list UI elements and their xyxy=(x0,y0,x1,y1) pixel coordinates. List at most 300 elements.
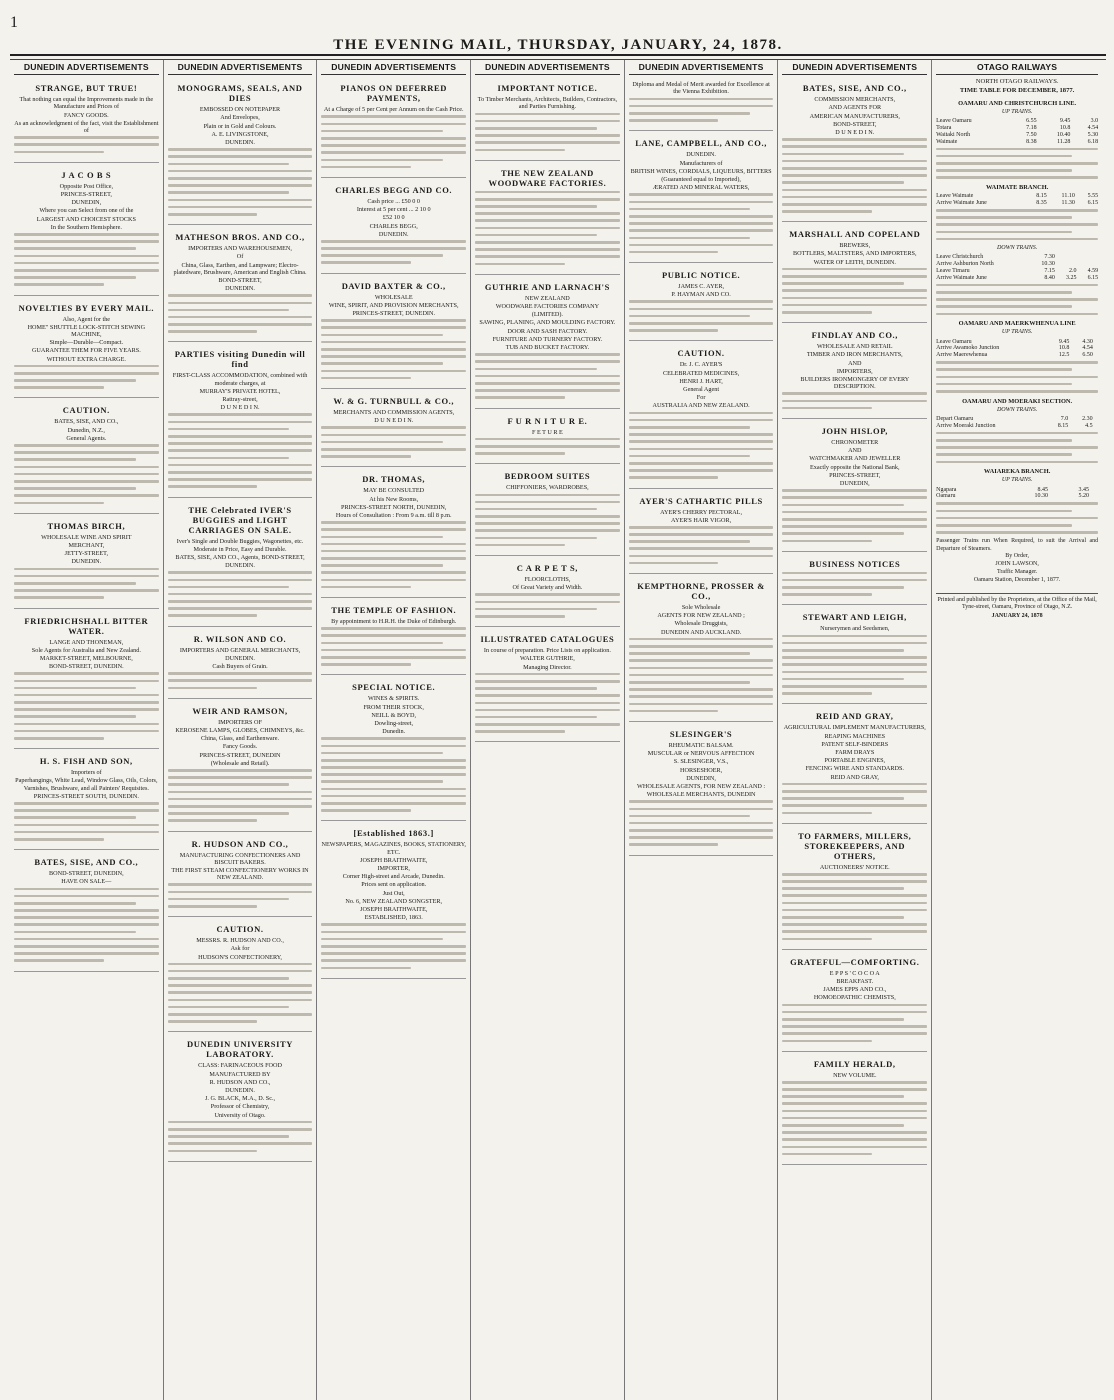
note-line: JOHN LAWSON, xyxy=(995,560,1039,567)
ad-line: AND AGENTS FOR xyxy=(828,104,882,112)
ad-line: At a Charge of 5 per Cent per Annum on the Cash Price. xyxy=(323,106,464,114)
station-name: Arrive Waimate June xyxy=(936,200,987,207)
text-line xyxy=(936,510,1072,513)
text-line xyxy=(629,440,774,443)
text-line xyxy=(782,649,904,652)
ad-line: FROM THEIR STOCK, xyxy=(363,703,424,711)
timetable-section-title: OAMARU AND MAERKWHENUA LINE xyxy=(958,320,1076,328)
ad-title: THE NEW ZEALAND WOODWARE FACTORIES. xyxy=(488,167,607,188)
ad-title: PUBLIC NOTICE. xyxy=(661,270,741,281)
timetable-row xyxy=(936,345,1098,352)
text-line xyxy=(936,446,1098,449)
ad-line: Sole Agents for Australia and New Zealand. xyxy=(31,646,141,654)
ad-line: Fancy Goods. xyxy=(222,743,258,751)
text-line xyxy=(936,383,1072,386)
text-line xyxy=(782,268,927,271)
text-line xyxy=(14,473,159,476)
ad-line: IMPORTERS, xyxy=(836,367,873,375)
text-line xyxy=(782,1131,927,1134)
ad-line: DUNEDIN, xyxy=(71,199,102,207)
text-line xyxy=(14,952,159,955)
text-line xyxy=(782,579,927,582)
text-line xyxy=(321,923,466,926)
advertisement xyxy=(475,466,620,556)
columns xyxy=(10,59,1106,1400)
ad-line: BREWERS, xyxy=(839,242,871,250)
text-line xyxy=(782,887,904,890)
text-line xyxy=(475,227,620,230)
text-line xyxy=(629,308,774,311)
ad-line: Ask for xyxy=(230,945,250,953)
text-line xyxy=(321,663,411,666)
ad-line: Plain or in Gold and Colours. xyxy=(203,122,277,130)
ad-line: Dunedin. xyxy=(382,728,406,736)
departure-time: 7.30 xyxy=(1044,254,1055,261)
text-line xyxy=(168,586,290,589)
text-line xyxy=(782,504,904,507)
text-line xyxy=(168,435,313,438)
ad-title: CAUTION. xyxy=(62,405,110,416)
ad-line: JAMES C. AYER, xyxy=(678,283,725,291)
text-line xyxy=(475,212,620,215)
departure-time: 10.8 xyxy=(1059,124,1071,131)
departure-time: 8.40 xyxy=(1044,274,1055,281)
station-name: Leave Oamaru xyxy=(936,338,972,345)
text-line xyxy=(782,880,927,883)
ad-line: WATCHMAKER AND JEWELLER xyxy=(809,455,901,463)
text-line xyxy=(936,376,1098,379)
timetable xyxy=(936,416,1098,430)
ad-line: WHOLESALE xyxy=(374,293,413,301)
ad-title: STEWART AND LEIGH, xyxy=(802,612,907,623)
text-line xyxy=(14,276,136,279)
text-line xyxy=(782,282,904,285)
ad-line: DUNEDIN. xyxy=(225,654,255,662)
ad-line: AYER'S HAIR VIGOR, xyxy=(671,516,732,524)
text-line xyxy=(321,759,466,762)
ad-title: BUSINESS NOTICES xyxy=(809,558,901,569)
text-line xyxy=(629,562,719,565)
ad-line: WATER OF LEITH, DUNEDIN. xyxy=(813,258,896,266)
text-line xyxy=(321,579,466,582)
timetable-extra xyxy=(936,209,1098,240)
text-line xyxy=(168,600,313,603)
timetable-row xyxy=(936,352,1098,359)
advertisement xyxy=(629,78,774,131)
ad-line: In course of preparation. Price Lists on application. xyxy=(483,647,611,655)
ad-title: TO FARMERS, MILLERS, STOREKEEPERS, AND OTHERS, xyxy=(798,830,912,861)
ad-line: IMPORTERS AND GENERAL MERCHANTS, xyxy=(179,646,301,654)
departure-time: 10.30 xyxy=(1041,261,1055,268)
departure-time: 9.45 xyxy=(1058,338,1070,345)
text-line xyxy=(475,445,620,448)
advertisement xyxy=(168,500,313,627)
text-line xyxy=(321,543,466,546)
departure-time: 6.18 xyxy=(1087,138,1099,145)
imprint-text: Printed and published by the Proprietors, at the Office of the Mail, Tyne-street, Oamaru, Province of Otago, N.Z. xyxy=(937,596,1097,610)
text-line xyxy=(14,151,104,154)
ad-line: HOMOEOPATHIC CHEMISTS, xyxy=(813,994,896,1002)
text-line xyxy=(321,130,443,133)
text-line xyxy=(168,571,313,574)
text-line xyxy=(168,442,313,445)
text-line xyxy=(321,649,466,652)
ad-line: No. 6, NEW ZEALAND SONGSTER, xyxy=(345,897,443,905)
ad-line: KEROSENE LAMPS, GLOBES, CHIMNEYS, &c. xyxy=(175,727,305,735)
ad-line: IMPORTER, xyxy=(377,865,410,873)
text-line xyxy=(168,1013,313,1016)
text-line xyxy=(782,586,904,589)
advertisement xyxy=(782,421,927,552)
text-line xyxy=(321,788,466,791)
departure-time xyxy=(1076,261,1098,268)
station-name: Depart Oamaru xyxy=(936,415,974,422)
timetable xyxy=(936,118,1098,146)
ad-line: DUNEDIN. xyxy=(378,230,409,238)
text-line xyxy=(14,255,159,258)
timetable xyxy=(936,193,1098,207)
text-line xyxy=(782,894,927,897)
advertisement xyxy=(629,491,774,575)
timetable-row xyxy=(936,275,1098,282)
text-line xyxy=(14,902,136,905)
text-line xyxy=(14,838,104,841)
departure-time: 7.15 xyxy=(1044,267,1055,274)
text-line xyxy=(168,330,258,333)
text-line xyxy=(14,687,136,690)
ad-title: CAUTION. xyxy=(677,348,725,359)
station-name: Leave Oamaru xyxy=(936,118,972,125)
departure-time: 6.50 xyxy=(1082,352,1093,359)
timetable-extra xyxy=(936,432,1098,463)
text-line xyxy=(14,708,159,711)
text-line xyxy=(168,672,313,675)
column-heading: DUNEDIN ADVERTISEMENTS xyxy=(168,62,313,75)
ad-line: AGENTS FOR NEW ZEALAND ; xyxy=(657,612,745,620)
ad-title: MONOGRAMS, SEALS, AND DIES xyxy=(177,83,303,104)
ad-line: F E T U R E xyxy=(531,428,563,436)
text-line xyxy=(168,579,313,582)
small-print xyxy=(782,138,927,212)
text-line xyxy=(936,216,1072,219)
text-line xyxy=(782,392,927,395)
text-line xyxy=(936,368,1072,371)
advertisement xyxy=(168,919,313,1032)
advertisement xyxy=(782,706,927,823)
text-line xyxy=(936,313,1098,316)
ad-line: ÆRATED AND MINERAL WATERS, xyxy=(652,184,750,192)
text-line xyxy=(475,723,620,726)
departure-time: 3.0 xyxy=(1090,118,1099,125)
text-line xyxy=(321,348,466,351)
ad-column-1 xyxy=(10,60,164,1400)
text-line xyxy=(782,930,927,933)
departure-time: 4.59 xyxy=(1087,267,1099,274)
text-line xyxy=(321,144,466,147)
text-line xyxy=(936,524,1072,527)
ad-title: FINDLAY AND CO., xyxy=(811,330,898,341)
timetable-row xyxy=(936,125,1098,132)
text-line xyxy=(475,694,620,697)
note-line: By Order, xyxy=(1005,552,1029,559)
text-line xyxy=(629,229,774,232)
ad-line: As an acknowledgment of the fact, visit the Establishment of xyxy=(14,119,159,135)
text-line xyxy=(475,149,565,152)
departure-time: 11.30 xyxy=(1061,200,1075,207)
text-line xyxy=(782,189,927,192)
station-name: Waitaki North xyxy=(936,131,971,138)
text-line xyxy=(321,780,443,783)
text-line xyxy=(14,715,136,718)
departure-time xyxy=(1076,254,1098,261)
advertisement xyxy=(475,277,620,409)
text-line xyxy=(14,386,104,389)
text-line xyxy=(168,413,313,416)
ad-line: MAY BE CONSULTED xyxy=(363,487,425,495)
ad-line: MURRAY'S PRIVATE HOTEL, xyxy=(199,387,281,395)
text-line xyxy=(168,464,313,467)
text-line xyxy=(782,297,927,300)
ad-line: WHOLESALE MERCHANTS, DUNEDIN xyxy=(646,791,756,799)
text-line xyxy=(475,141,620,144)
text-line xyxy=(782,511,927,514)
text-line xyxy=(782,1032,927,1035)
masthead xyxy=(10,32,1106,56)
advertisement xyxy=(782,325,927,419)
text-line xyxy=(475,601,620,604)
text-line xyxy=(321,938,443,941)
timetable-row xyxy=(936,132,1098,139)
text-line xyxy=(321,536,443,539)
small-print xyxy=(168,769,313,822)
text-line xyxy=(782,145,927,148)
text-line xyxy=(475,368,597,371)
text-line xyxy=(321,550,466,553)
text-line xyxy=(14,824,159,827)
small-print xyxy=(14,136,159,153)
advertisement xyxy=(168,834,313,918)
text-line xyxy=(629,315,751,318)
text-line xyxy=(782,407,872,410)
small-print xyxy=(782,635,927,695)
small-print xyxy=(321,923,466,969)
ad-line: WINES & SPIRITS. xyxy=(368,695,420,703)
ad-line: AMERICAN MANUFACTURERS, xyxy=(809,112,900,120)
text-line xyxy=(321,166,411,169)
ad-line: Dunedin, N.Z., xyxy=(67,426,105,434)
small-print xyxy=(321,737,466,811)
text-line xyxy=(14,931,136,934)
ad-line: BOND-STREET, xyxy=(218,276,262,284)
timetable-row xyxy=(936,139,1098,146)
ad-line: AYER'S CHERRY PECTORAL, xyxy=(660,508,743,516)
text-line xyxy=(629,822,774,825)
note-line: Passenger Trains run When Required, to suit the Arrival and Departure of Steamers. xyxy=(936,538,1099,552)
small-print xyxy=(782,783,927,814)
imprint-date: JANUARY 24, 1878 xyxy=(991,612,1043,619)
ad-line: D U N E D I N. xyxy=(220,404,260,412)
ad-line: (LIMITED). xyxy=(531,311,563,319)
ad-line: PRINCES-STREET NORTH, DUNEDIN, xyxy=(341,503,447,511)
text-line xyxy=(782,812,872,815)
small-print xyxy=(321,627,466,666)
text-line xyxy=(168,1121,313,1124)
small-print xyxy=(629,412,774,479)
text-line xyxy=(14,487,136,490)
ad-title: BEDROOM SUITES xyxy=(504,471,591,482)
text-line xyxy=(321,931,466,934)
advertisement xyxy=(14,852,159,971)
ad-line: BATES, SISE, AND CO., xyxy=(54,418,119,426)
text-line xyxy=(475,494,620,497)
text-line xyxy=(168,1150,258,1153)
small-print xyxy=(168,883,313,907)
text-line xyxy=(936,155,1072,158)
text-line xyxy=(321,564,443,567)
ad-line: DUNEDIN. xyxy=(225,285,255,293)
text-line xyxy=(629,476,719,479)
text-line xyxy=(14,136,159,139)
text-line xyxy=(629,193,774,196)
text-line xyxy=(936,439,1072,442)
text-line xyxy=(475,353,620,356)
timetable-row xyxy=(936,487,1098,494)
advertisement xyxy=(782,78,927,222)
ad-line: Nurserymen and Seedsmen, xyxy=(820,625,890,633)
text-line xyxy=(168,309,290,312)
text-line xyxy=(475,687,597,690)
small-print xyxy=(14,233,159,286)
text-line xyxy=(14,723,159,726)
advertisement xyxy=(475,163,620,275)
ad-line: R. HUDSON AND CO., xyxy=(209,1078,271,1086)
text-line xyxy=(629,695,774,698)
timetable-sections xyxy=(936,100,1098,534)
text-line xyxy=(475,522,620,525)
ad-line: (Guaranteed equal to Imported), xyxy=(661,175,741,183)
text-line xyxy=(321,151,466,154)
ad-line: Manufacturers of xyxy=(679,159,723,167)
ad-title: KEMPTHORNE, PROSSER & CO., xyxy=(637,581,765,602)
ad-title: BATES, SISE, AND CO., xyxy=(34,857,139,868)
text-line xyxy=(14,143,159,146)
text-line xyxy=(475,375,620,378)
text-line xyxy=(321,370,466,373)
text-line xyxy=(629,419,774,422)
advertisement xyxy=(629,576,774,722)
ad-line: DUNEDIN. xyxy=(71,558,102,566)
text-line xyxy=(782,593,872,596)
text-line xyxy=(629,448,774,451)
text-line xyxy=(782,167,927,170)
station-name: Totara xyxy=(936,124,952,131)
text-line xyxy=(168,294,313,297)
ad-line: HOME" SHUTTLE LOCK-STITCH SEWING MACHINE, xyxy=(27,323,146,338)
ad-line: LANGE AND THONEMAN, xyxy=(49,638,124,646)
text-line xyxy=(782,289,927,292)
text-line xyxy=(936,209,1098,212)
text-line xyxy=(475,234,597,237)
ad-line: DUNEDIN, xyxy=(686,774,716,782)
text-line xyxy=(936,305,1072,308)
text-line xyxy=(782,642,927,645)
timetable-direction: DOWN TRAINS. xyxy=(996,244,1038,251)
ad-line: LARGEST AND CHOICEST STOCKS xyxy=(36,215,136,223)
text-line xyxy=(782,1011,927,1014)
small-print xyxy=(168,672,313,689)
advertisement xyxy=(475,411,620,465)
ad-line: Hours of Consultation : From 9 a.m. till 8 p.m. xyxy=(335,511,452,519)
text-line xyxy=(321,240,466,243)
ad-title: FAMILY HERALD, xyxy=(813,1058,896,1069)
ad-line: Opposite Post Office, xyxy=(59,182,114,190)
text-line xyxy=(14,916,159,919)
ad-line: HAVE ON SALE— xyxy=(61,878,112,886)
text-line xyxy=(782,400,927,403)
text-line xyxy=(168,302,313,305)
text-line xyxy=(168,1020,258,1023)
railways-heading: OTAGO RAILWAYS xyxy=(936,62,1098,75)
ad-line: DUNEDIN, xyxy=(839,480,870,487)
text-line xyxy=(475,529,620,532)
text-line xyxy=(782,1018,904,1021)
railway-notes xyxy=(936,538,1098,584)
text-line xyxy=(936,531,1098,534)
ad-line: SAWING, PLANING, AND MOULDING FACTORY. xyxy=(479,319,616,327)
advertisement xyxy=(629,343,774,488)
text-line xyxy=(936,390,1098,393)
ad-line: AND xyxy=(848,447,862,455)
text-line xyxy=(475,205,597,208)
note-line: Traffic Manager. xyxy=(996,569,1038,576)
small-print xyxy=(629,300,774,331)
text-line xyxy=(321,627,466,630)
text-line xyxy=(168,607,313,610)
ad-line: CELEBRATED MEDICINES, xyxy=(662,369,740,377)
station-name: Ngapara xyxy=(936,486,957,493)
text-line xyxy=(168,1135,290,1138)
timetable-section-title: WAIAREKA BRANCH. xyxy=(983,468,1051,476)
text-line xyxy=(782,489,927,492)
text-line xyxy=(14,494,159,497)
ad-line: GUARANTEE THEM FOR FIVE YEARS. xyxy=(31,347,141,355)
ad-line: Simple—Durable—Compact. xyxy=(49,339,124,347)
text-line xyxy=(782,311,872,314)
ad-title: R. WILSON AND CO. xyxy=(193,633,287,644)
text-line xyxy=(629,815,751,818)
text-line xyxy=(168,970,313,973)
timetable-extra xyxy=(936,361,1098,392)
text-line xyxy=(629,800,774,803)
ad-line: By appointment to H.R.H. the Duke of Edinburgh. xyxy=(331,618,457,625)
text-line xyxy=(475,127,597,130)
text-line xyxy=(321,773,466,776)
small-print xyxy=(782,873,927,940)
ad-line: Cash Buyers of Grain. xyxy=(212,663,268,671)
ad-column-3 xyxy=(317,60,471,1400)
ad-line: IMPORTERS AND WAREHOUSEMEN, xyxy=(188,245,292,253)
text-line xyxy=(168,428,290,431)
advertisement xyxy=(321,180,466,274)
timetable-direction: DOWN TRAINS. xyxy=(996,406,1038,413)
text-line xyxy=(168,148,313,151)
text-line xyxy=(168,316,313,319)
text-line xyxy=(14,575,159,578)
small-print xyxy=(475,593,620,617)
text-line xyxy=(321,737,466,740)
text-line xyxy=(168,891,313,894)
small-print xyxy=(475,353,620,399)
